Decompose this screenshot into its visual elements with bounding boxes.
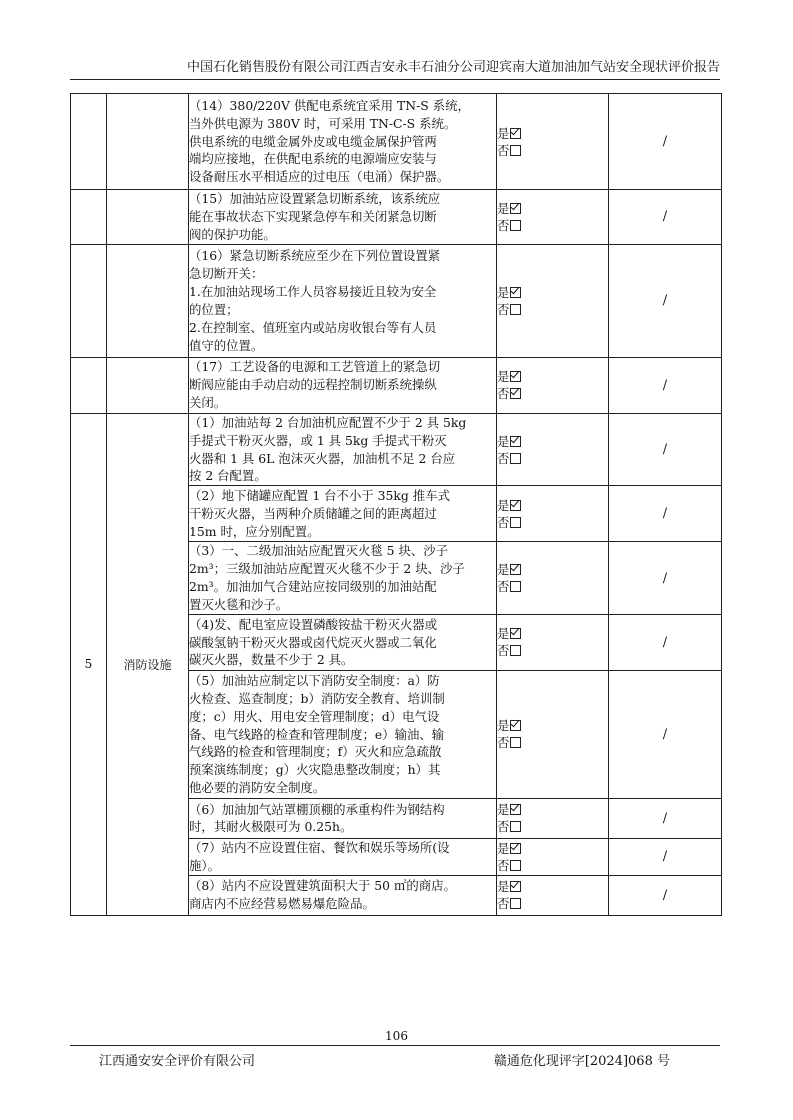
check-label-yes: 是 — [497, 200, 510, 216]
requirement-line: 当外供电源为 380V 时，可采用 TN-C-S 系统。 — [189, 115, 457, 131]
requirement-line: 火器和 1 具 6L 泡沫灭火器，加油机不足 2 台应 — [189, 450, 456, 466]
check-result — [497, 486, 609, 542]
requirement-line: 的位置； — [189, 301, 239, 317]
check-option-yes — [497, 840, 608, 857]
empty-box-icon — [510, 737, 521, 748]
check-option-yes — [497, 433, 608, 450]
check-label-yes: 是 — [497, 718, 510, 734]
requirement-line: 2m³。加油加气合建站应按同级别的加油站配 — [189, 579, 437, 595]
check-option-no — [497, 514, 608, 531]
row-item-cell — [107, 94, 189, 190]
checked-box-icon — [510, 128, 521, 139]
check-option-no — [497, 217, 608, 234]
table-row — [71, 244, 722, 357]
requirement-text — [189, 357, 497, 413]
check-label-no: 否 — [497, 142, 510, 158]
check-label-no: 否 — [497, 857, 510, 873]
check-result — [497, 838, 609, 875]
check-label-yes: 是 — [497, 125, 510, 141]
requirement-text — [189, 670, 497, 798]
remark-cell: / — [609, 413, 722, 486]
footer-company: 江西通安安全评价有限公司 — [99, 1054, 256, 1069]
empty-box-icon — [510, 517, 521, 528]
table-row — [71, 357, 722, 413]
remark-cell: / — [609, 542, 722, 615]
requirement-text — [189, 94, 497, 190]
check-option-no — [497, 734, 608, 751]
requirement-line: （14）380/220V 供配电系统宜采用 TN-S 系统， — [189, 97, 470, 113]
requirement-line: 急切断开关： — [189, 265, 264, 281]
checked-box-icon — [510, 804, 521, 815]
row-item-cell — [107, 357, 189, 413]
check-option-no — [497, 301, 608, 318]
requirement-line: 2m³；三级加油站应配置灭火毯不少于 2 块、沙子 — [189, 561, 465, 577]
check-option-no — [497, 450, 608, 467]
check-table — [70, 93, 722, 916]
requirement-line: 按 2 台配置。 — [189, 468, 267, 484]
checked-box-icon — [510, 564, 521, 575]
check-result — [497, 798, 609, 838]
footer-report-number: 赣通危化现评字[2024]068 号 — [493, 1054, 670, 1069]
empty-box-icon — [510, 860, 521, 871]
requirement-line: 他必要的消防安全制度。 — [189, 780, 326, 796]
row-number-cell — [71, 94, 107, 190]
check-label-yes: 是 — [497, 562, 510, 578]
requirement-line: 端均应接地，在供配电系统的电源端应安装与 — [189, 151, 437, 167]
requirement-line: （15）加油站应设置紧急切断系统，该系统应 — [189, 191, 441, 206]
requirement-line: 施）。 — [189, 857, 220, 873]
check-label-no: 否 — [497, 819, 510, 835]
table-row — [71, 413, 722, 486]
empty-box-icon — [510, 898, 521, 909]
check-label-yes: 是 — [497, 879, 510, 895]
check-result — [497, 413, 609, 486]
check-option-yes — [497, 497, 608, 514]
check-result — [497, 875, 609, 915]
check-label-no: 否 — [497, 643, 510, 659]
page-header: 中国石化销售股份有限公司江西吉安永丰石油分公司迎宾南大道加油加气站安全现状评价报告 — [186, 60, 720, 75]
checked-box-icon — [510, 843, 521, 854]
section-number: 5 — [71, 413, 107, 915]
checked-box-icon — [510, 287, 521, 298]
requirement-line: 能在事故状态下实现紧急停车和关闭紧急切断 — [189, 208, 437, 224]
requirement-line: 气线路的检查和管理制度；f）灭火和应急疏散 — [189, 744, 442, 760]
checked-box-icon — [510, 500, 521, 511]
requirement-line: 设备耐压水平相适应的过电压（电涌）保护器。 — [189, 169, 450, 185]
check-option-no — [497, 578, 608, 595]
check-option-no — [497, 385, 608, 402]
empty-box-icon — [510, 304, 521, 315]
requirement-line: 2.在控制室、值班室内或站房收银台等有人员 — [189, 319, 437, 335]
check-option-yes — [497, 284, 608, 301]
check-label-no: 否 — [497, 579, 510, 595]
requirement-line: （4)发、配电室应设置磷酸铵盐干粉灭火器或 — [189, 616, 438, 632]
check-option-yes — [497, 801, 608, 818]
remark-cell: / — [609, 614, 722, 670]
requirement-line: 备、电气线路的检查和管理制度；e）输油、输 — [189, 726, 445, 742]
requirement-text — [189, 614, 497, 670]
check-option-yes — [497, 878, 608, 895]
requirement-line: （7）站内不应设置住宿、餐饮和娱乐等场所(设 — [189, 839, 450, 855]
requirement-line: 手提式干粉灭火器，或 1 具 5kg 手提式干粉灭 — [189, 432, 447, 448]
empty-box-icon — [510, 453, 521, 464]
requirement-line: 关闭。 — [189, 395, 227, 411]
requirement-line: 阀的保护功能。 — [189, 226, 276, 242]
requirement-line: （16）紧急切断系统应至少在下列位置设置紧 — [189, 248, 441, 263]
check-label-yes: 是 — [497, 284, 510, 300]
requirement-line: 预案演练制度；g）火灾隐患整改制度；h）其 — [189, 762, 441, 778]
table-row — [71, 94, 722, 190]
requirement-text — [189, 486, 497, 542]
requirement-line: 商店内不应经营易燃易爆危险品。 — [189, 896, 375, 912]
check-option-yes — [497, 717, 608, 734]
row-number-cell — [71, 357, 107, 413]
check-result — [497, 670, 609, 798]
remark-cell: / — [609, 875, 722, 915]
check-option-yes — [497, 125, 608, 142]
header-rule — [70, 79, 720, 80]
footer-rule — [70, 1045, 720, 1046]
remark-cell: / — [609, 486, 722, 542]
requirement-line: 15m 时，应分别配置。 — [189, 523, 320, 539]
check-label-yes: 是 — [497, 497, 510, 513]
check-result — [497, 244, 609, 357]
requirement-text — [189, 838, 497, 875]
check-label-yes: 是 — [497, 433, 510, 449]
check-option-no — [497, 895, 608, 912]
requirement-text — [189, 190, 497, 245]
page-number: 106 — [385, 1029, 408, 1043]
checked-box-icon — [510, 371, 521, 382]
row-item-cell — [107, 244, 189, 357]
requirement-line: 供电系统的电缆金属外皮或电缆金属保护管两 — [189, 133, 437, 149]
section-name: 消防设施 — [107, 413, 189, 915]
requirement-line: 火检查、巡查制度；b）消防安全教育、培训制 — [189, 690, 445, 706]
check-option-yes — [497, 200, 608, 217]
check-option-no — [497, 818, 608, 835]
remark-cell: / — [609, 838, 722, 875]
check-result — [497, 357, 609, 413]
table-row — [71, 190, 722, 245]
check-label-no: 否 — [497, 301, 510, 317]
checked-box-icon — [510, 388, 521, 399]
requirement-line: （1）加油站每 2 台加油机应配置不少于 2 具 5kg — [189, 414, 467, 430]
table-body — [71, 94, 722, 916]
check-option-no — [497, 857, 608, 874]
requirement-line: 值守的位置。 — [189, 337, 264, 353]
check-result — [497, 614, 609, 670]
check-label-no: 否 — [497, 896, 510, 912]
remark-cell: / — [609, 94, 722, 190]
row-number-cell — [71, 190, 107, 245]
checked-box-icon — [510, 628, 521, 639]
requirement-line: （17）工艺设备的电源和工艺管道上的紧急切 — [189, 359, 441, 375]
check-result — [497, 94, 609, 190]
check-label-yes: 是 — [497, 802, 510, 818]
empty-box-icon — [510, 581, 521, 592]
remark-cell: / — [609, 357, 722, 413]
requirement-line: 干粉灭火器，当两种介质储罐之间的距离超过 — [189, 505, 437, 521]
requirement-line: 置灭火毯和沙子。 — [189, 597, 289, 613]
requirement-line: 断阀应能由手动启动的远程控制切断系统操纵 — [189, 377, 437, 393]
remark-cell: / — [609, 190, 722, 245]
row-item-cell — [107, 190, 189, 245]
row-number-cell — [71, 244, 107, 357]
empty-box-icon — [510, 145, 521, 156]
check-option-no — [497, 142, 608, 159]
requirement-text — [189, 413, 497, 486]
remark-cell: / — [609, 798, 722, 838]
check-label-no: 否 — [497, 217, 510, 233]
requirement-line: （3）一、二级加油站应配置灭火毯 5 块、沙子 — [189, 543, 449, 559]
check-option-yes — [497, 625, 608, 642]
requirement-line: （8）站内不应设置建筑面积大于 50 ㎡的商店。 — [189, 878, 456, 894]
check-label-no: 否 — [497, 386, 510, 402]
check-option-yes — [497, 368, 608, 385]
requirement-line: （6）加油加气站罩棚顶棚的承重构件为钢结构 — [189, 801, 445, 817]
empty-box-icon — [510, 220, 521, 231]
empty-box-icon — [510, 821, 521, 832]
check-label-yes: 是 — [497, 840, 510, 856]
remark-cell: / — [609, 244, 722, 357]
check-option-yes — [497, 561, 608, 578]
check-label-yes: 是 — [497, 369, 510, 385]
requirement-line: 1.在加油站现场工作人员容易接近且较为安全 — [189, 283, 437, 299]
checked-box-icon — [510, 436, 521, 447]
check-label-no: 否 — [497, 450, 510, 466]
requirement-line: 碳酸氢钠干粉灭火器或卤代烷灭火器或二氧化 — [189, 634, 437, 650]
requirement-text — [189, 542, 497, 615]
empty-box-icon — [510, 645, 521, 656]
requirement-line: 时，其耐火极限可为 0.25h。 — [189, 819, 353, 835]
checked-box-icon — [510, 881, 521, 892]
requirement-text — [189, 244, 497, 357]
requirement-text — [189, 798, 497, 838]
check-option-no — [497, 642, 608, 659]
requirement-line: （5）加油站应制定以下消防安全制度：a）防 — [189, 672, 440, 688]
check-result — [497, 542, 609, 615]
check-label-yes: 是 — [497, 626, 510, 642]
check-result — [497, 190, 609, 245]
requirement-text — [189, 875, 497, 915]
requirement-line: （2）地下储罐应配置 1 台不小于 35kg 推车式 — [189, 487, 450, 503]
remark-cell: / — [609, 670, 722, 798]
check-label-no: 否 — [497, 514, 510, 530]
check-label-no: 否 — [497, 735, 510, 751]
checked-box-icon — [510, 203, 521, 214]
requirement-line: 碳灭火器，数量不少于 2 具。 — [189, 652, 354, 668]
checked-box-icon — [510, 720, 521, 731]
requirement-line: 度；c）用火、用电安全管理制度；d）电气设 — [189, 708, 440, 724]
